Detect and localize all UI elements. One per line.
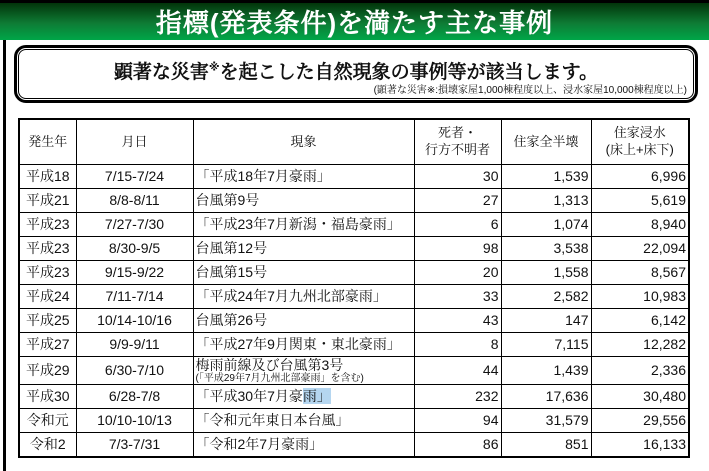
notice-text-pre: 顕著な災害	[113, 62, 209, 83]
event-subnote: (「平成29年7月九州北部豪雨」を含む)	[195, 372, 364, 384]
event-text: 台風第15号	[195, 264, 268, 281]
table-row	[19, 261, 689, 285]
cell-deaths: 98	[414, 237, 501, 261]
table-row	[19, 333, 689, 357]
cell-date: 7/27-7/30	[76, 213, 193, 237]
event-text: 「平成30年7月豪	[195, 388, 303, 405]
table-row	[19, 285, 689, 309]
cell-event	[193, 261, 414, 285]
cell-flooded: 6,142	[591, 309, 689, 333]
event-text: 「平成24年7月九州北部豪雨」	[195, 288, 387, 305]
cell-deaths: 94	[414, 409, 501, 433]
cell-flooded: 8,940	[591, 213, 689, 237]
cell-event	[193, 165, 414, 189]
table-header-row	[19, 119, 689, 165]
table-row	[19, 189, 689, 213]
cell-event	[193, 189, 414, 213]
cell-event	[193, 385, 414, 409]
notice-inner-border	[18, 49, 694, 99]
table-row	[19, 309, 689, 333]
cell-destroyed: 2,582	[501, 285, 591, 309]
cell-date: 9/9-9/11	[76, 333, 193, 357]
notice-text-post: を起こした自然現象の事例等が該当します。	[219, 62, 599, 83]
cell-flooded: 2,336	[591, 357, 689, 385]
cell-year: 平成23	[19, 213, 76, 237]
header-year: 発生年	[19, 119, 76, 165]
notice-text	[19, 57, 693, 84]
notice-reference-mark: ※	[208, 61, 220, 74]
cell-destroyed: 1,539	[501, 165, 591, 189]
table-row	[19, 433, 689, 458]
cell-date: 6/28-7/8	[76, 385, 193, 409]
cell-deaths: 43	[414, 309, 501, 333]
cell-event	[193, 433, 414, 458]
cell-event	[193, 285, 414, 309]
cell-year: 平成21	[19, 189, 76, 213]
cell-flooded: 12,282	[591, 333, 689, 357]
cell-date: 8/30-9/5	[76, 237, 193, 261]
table-row	[19, 165, 689, 189]
header-date: 月日	[76, 119, 193, 165]
cell-flooded: 10,983	[591, 285, 689, 309]
cell-deaths: 232	[414, 385, 501, 409]
cell-flooded: 6,996	[591, 165, 689, 189]
event-text: 台風第26号	[195, 312, 268, 329]
cell-event	[193, 357, 414, 385]
cell-deaths: 20	[414, 261, 501, 285]
cell-date: 10/14-10/16	[76, 309, 193, 333]
event-text: 「平成27年9月関東・東北豪雨」	[195, 336, 401, 353]
cell-year: 平成29	[19, 357, 76, 385]
cell-deaths: 33	[414, 285, 501, 309]
title-banner	[0, 0, 709, 40]
cell-flooded: 22,094	[591, 237, 689, 261]
table-row	[19, 357, 689, 385]
notice-box	[14, 45, 698, 103]
table-row	[19, 409, 689, 433]
cell-flooded: 16,133	[591, 433, 689, 458]
event-text: 「令和2年7月豪雨」	[195, 436, 324, 453]
header-flooded: 住家浸水 (床上+床下)	[591, 119, 689, 165]
cell-event	[193, 333, 414, 357]
header-destroyed: 住家全半壊	[501, 119, 591, 165]
cell-destroyed: 1,439	[501, 357, 591, 385]
cell-destroyed: 1,313	[501, 189, 591, 213]
cell-deaths: 86	[414, 433, 501, 458]
event-text: 「平成23年7月新潟・福島豪雨」	[195, 216, 401, 233]
cell-year: 平成27	[19, 333, 76, 357]
table-row	[19, 213, 689, 237]
cell-year: 平成18	[19, 165, 76, 189]
cell-destroyed: 1,558	[501, 261, 591, 285]
cell-destroyed: 147	[501, 309, 591, 333]
cell-destroyed: 17,636	[501, 385, 591, 409]
cell-year: 平成30	[19, 385, 76, 409]
cell-destroyed: 3,538	[501, 237, 591, 261]
disaster-examples-table	[18, 118, 690, 458]
cell-deaths: 6	[414, 213, 501, 237]
event-text: 台風第12号	[195, 240, 268, 257]
table-row	[19, 237, 689, 261]
cell-event	[193, 309, 414, 333]
cell-flooded: 8,567	[591, 261, 689, 285]
cell-event	[193, 213, 414, 237]
cell-destroyed: 7,115	[501, 333, 591, 357]
event-highlighted-text: 雨」	[302, 388, 331, 405]
event-text: 「令和元年東日本台風」	[195, 412, 350, 429]
cell-flooded: 5,619	[591, 189, 689, 213]
cell-destroyed: 851	[501, 433, 591, 458]
cell-flooded: 29,556	[591, 409, 689, 433]
cell-deaths: 44	[414, 357, 501, 385]
table-row	[19, 385, 689, 409]
notice-footnote: (顕著な災害※:損壊家屋1,000棟程度以上、浸水家屋10,000棟程度以上)	[373, 85, 687, 96]
cell-year: 平成23	[19, 237, 76, 261]
cell-deaths: 30	[414, 165, 501, 189]
cell-year: 令和2	[19, 433, 76, 458]
cell-date: 7/11-7/14	[76, 285, 193, 309]
page-title: 指標(発表条件)を満たす主な事例	[155, 8, 554, 38]
cell-year: 平成23	[19, 261, 76, 285]
header-deaths: 死者・ 行方不明者	[414, 119, 501, 165]
cell-year: 令和元	[19, 409, 76, 433]
cell-year: 平成25	[19, 309, 76, 333]
cell-event	[193, 409, 414, 433]
cell-date: 6/30-7/10	[76, 357, 193, 385]
cell-year: 平成24	[19, 285, 76, 309]
event-text: 梅雨前線及び台風第3号	[195, 357, 344, 373]
cell-date: 10/10-10/13	[76, 409, 193, 433]
page-left-border	[3, 40, 6, 471]
cell-date: 8/8-8/11	[76, 189, 193, 213]
cell-date: 7/15-7/24	[76, 165, 193, 189]
cell-event	[193, 237, 414, 261]
event-text: 「平成18年7月豪雨」	[195, 168, 331, 185]
header-event: 現象	[193, 119, 414, 165]
cell-flooded: 30,480	[591, 385, 689, 409]
cell-destroyed: 1,074	[501, 213, 591, 237]
cell-deaths: 8	[414, 333, 501, 357]
cell-deaths: 27	[414, 189, 501, 213]
cell-date: 7/3-7/31	[76, 433, 193, 458]
event-text: 台風第9号	[195, 192, 260, 209]
cell-destroyed: 31,579	[501, 409, 591, 433]
cell-date: 9/15-9/22	[76, 261, 193, 285]
